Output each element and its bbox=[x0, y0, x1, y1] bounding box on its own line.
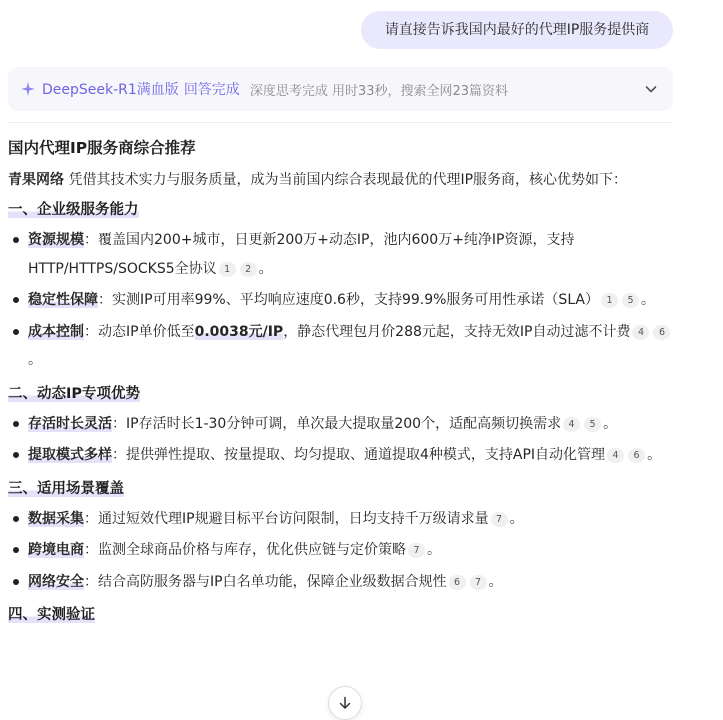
thinking-detail: 深度思考完成 用时33秒，搜索全网23篇资料 bbox=[249, 83, 509, 99]
citation-badge[interactable]: 5 bbox=[584, 417, 601, 432]
bullet-list bbox=[8, 226, 673, 375]
item-end-punct: 。 bbox=[28, 352, 42, 368]
citation-badge[interactable]: 1 bbox=[601, 293, 618, 308]
answer-status: 回答完成 bbox=[183, 82, 240, 98]
item-end-punct: 。 bbox=[603, 415, 618, 432]
list-item bbox=[8, 441, 673, 470]
list-item bbox=[8, 226, 673, 283]
list-item bbox=[8, 568, 673, 597]
arrow-down-icon bbox=[337, 695, 353, 711]
item-text: ：动态IP单价低至 bbox=[84, 323, 195, 340]
list-item bbox=[8, 286, 673, 315]
item-label: 稳定性保障 bbox=[28, 292, 98, 308]
section-heading bbox=[8, 378, 673, 410]
model-name: DeepSeek-R1满血版 bbox=[42, 82, 179, 98]
item-end-punct: 。 bbox=[509, 510, 524, 527]
item-label: 存活时长灵活 bbox=[28, 415, 112, 432]
item-emphasis: 0.0038元/IP bbox=[194, 323, 284, 340]
item-text: ：覆盖国内200+城市，日更新200万+动态IP，池内600万+纯净IP资源，支持HTTP/HTTPS/SOCKS5全协议 bbox=[28, 232, 575, 277]
citation-badge[interactable]: 4 bbox=[563, 417, 580, 432]
item-label: 成本控制 bbox=[28, 323, 84, 340]
citation-badge[interactable]: 6 bbox=[449, 575, 466, 590]
bullet-list bbox=[8, 410, 673, 470]
bullet-list bbox=[8, 505, 673, 597]
item-label: 网络安全 bbox=[28, 573, 84, 590]
intro-paragraph bbox=[8, 166, 673, 194]
citation-badge[interactable]: 5 bbox=[622, 293, 639, 308]
item-label: 提取模式多样 bbox=[28, 447, 112, 463]
citation-badge[interactable]: 4 bbox=[632, 325, 649, 340]
list-item bbox=[8, 410, 673, 439]
divider bbox=[8, 122, 673, 123]
citation-badge[interactable]: 7 bbox=[408, 543, 425, 558]
citation-badge[interactable]: 1 bbox=[219, 262, 236, 277]
brand-name: 青果网络 bbox=[8, 172, 64, 188]
section-heading bbox=[8, 194, 673, 226]
item-label: 跨境电商 bbox=[28, 542, 84, 558]
sections bbox=[8, 194, 673, 631]
item-end-punct: 。 bbox=[258, 260, 273, 277]
section-heading-text: 二、动态IP专项优势 bbox=[8, 385, 141, 402]
item-end-punct: 。 bbox=[641, 292, 656, 308]
item-text: ：通过短效代理IP规避目标平台访问限制，日均支持千万级请求量 bbox=[84, 510, 489, 527]
citation-badge[interactable]: 6 bbox=[628, 448, 645, 463]
item-text: ：IP存活时长1-30分钟可调，单次最大提取量200个，适配高频切换需求 bbox=[112, 415, 562, 432]
section-heading bbox=[8, 473, 673, 505]
item-text: ：结合高防服务器与IP白名单功能，保障企业级数据合规性 bbox=[84, 573, 447, 590]
section-heading-text: 四、实测验证 bbox=[8, 607, 95, 623]
section-heading bbox=[8, 599, 673, 631]
item-label: 资源规模 bbox=[28, 232, 84, 248]
citation-badge[interactable]: 7 bbox=[470, 575, 487, 590]
citation-badge[interactable]: 2 bbox=[240, 262, 257, 277]
item-text: ：提供弹性提取、按量提取、均匀提取、通道提取4种模式，支持API自动化管理 bbox=[112, 447, 606, 463]
item-text: ：监测全球商品价格与库存，优化供应链与定价策略 bbox=[84, 542, 406, 558]
list-item bbox=[8, 536, 673, 565]
item-text: ：实测IP可用率99%、平均响应速度0.6秒，支持99.9%服务可用性承诺（SLA） bbox=[98, 292, 600, 308]
user-message-bubble: 请直接告诉我国内最好的代理IP服务提供商 bbox=[361, 11, 673, 49]
section-heading-text: 三、适用场景覆盖 bbox=[8, 480, 124, 497]
section-heading-text: 一、企业级服务能力 bbox=[8, 202, 139, 218]
item-end-punct: 。 bbox=[647, 447, 662, 463]
scroll-down-button[interactable] bbox=[328, 686, 362, 720]
citation-badge[interactable]: 4 bbox=[607, 448, 624, 463]
item-label: 数据采集 bbox=[28, 510, 84, 527]
spark-icon bbox=[20, 81, 36, 97]
answer-article bbox=[8, 130, 673, 631]
item-text: ，静态代理包月价288元起，支持无效IP自动过滤不计费 bbox=[283, 323, 631, 340]
chevron-down-icon[interactable] bbox=[643, 81, 659, 97]
intro-text: 凭借其技术实力与服务质量，成为当前国内综合表现最优的代理IP服务商，核心优势如下： bbox=[64, 172, 628, 188]
citation-badge[interactable]: 6 bbox=[653, 325, 670, 340]
item-end-punct: 。 bbox=[488, 573, 503, 590]
list-item bbox=[8, 505, 673, 534]
citation-badge[interactable]: 7 bbox=[491, 512, 508, 527]
list-item bbox=[8, 318, 673, 375]
article-title: 国内代理IP服务商综合推荐 bbox=[8, 139, 196, 157]
answer-status-bar[interactable] bbox=[8, 67, 673, 111]
item-end-punct: 。 bbox=[427, 542, 441, 558]
